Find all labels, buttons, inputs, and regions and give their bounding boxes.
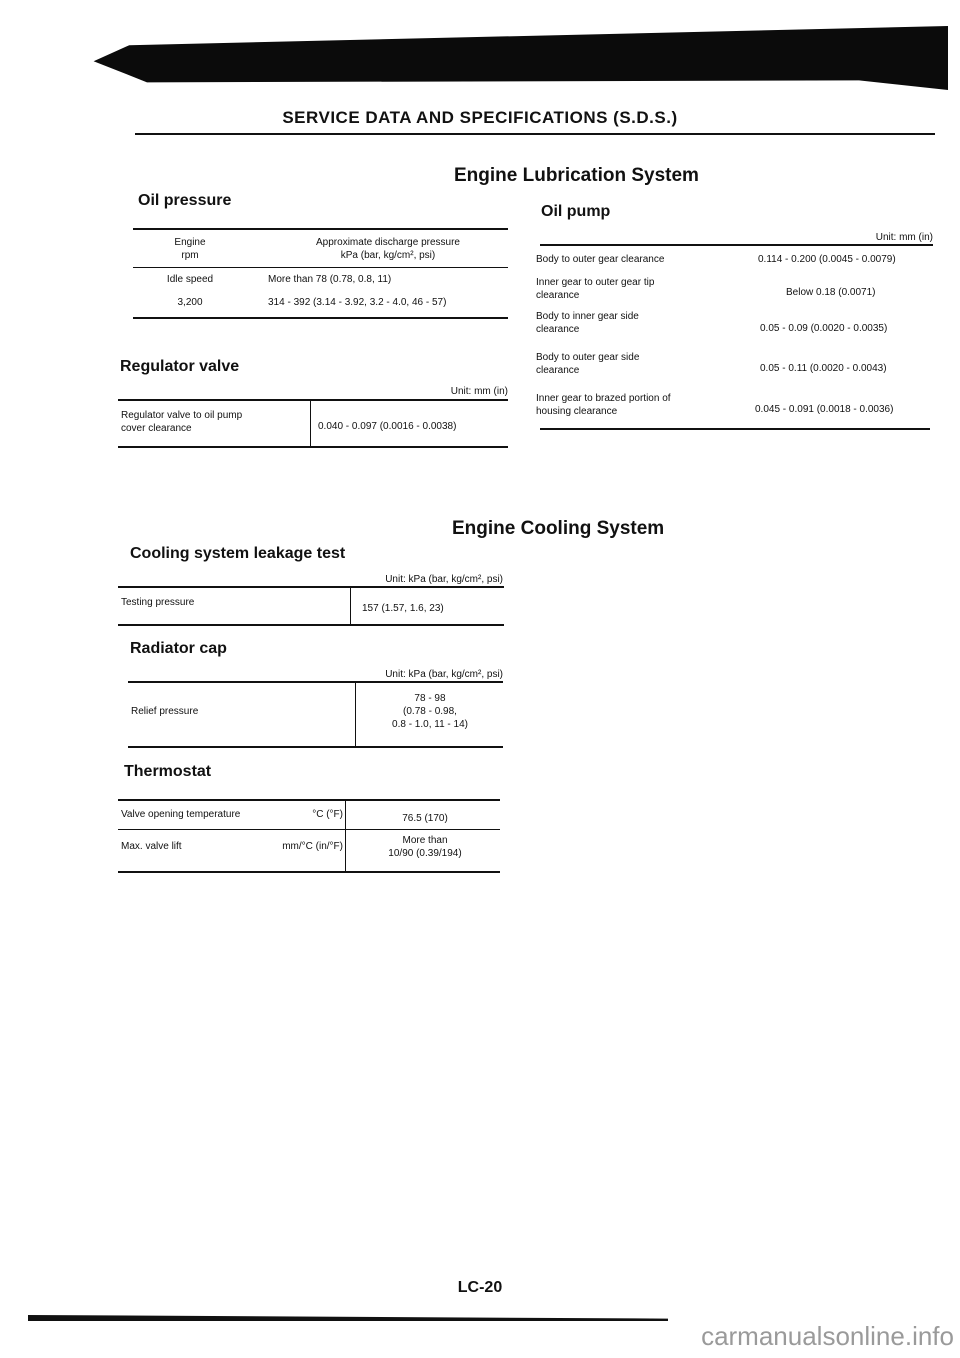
oil-pump-unit: Unit: mm (in) (875, 232, 933, 243)
regulator-valve-bottom-rule (118, 446, 508, 448)
cooling-section-title: Engine Cooling System (452, 518, 665, 539)
watermark: carmanualsonline.info (701, 1321, 954, 1351)
regulator-valve-unit: Unit: mm (in) (450, 386, 508, 397)
lubrication-section-title: Engine Lubrication System (454, 165, 699, 186)
footer-bar (28, 1315, 668, 1321)
leakage-test-bottom-rule (118, 624, 504, 626)
thermostat-row-1-value: 76.5 (170) (402, 813, 448, 824)
oil-pressure-head-pressure: Approximate discharge pressure kPa (bar, kg/cm², psi) (316, 237, 460, 261)
oil-pump-row-1-value: 0.114 - 0.200 (0.0045 - 0.0079) (758, 254, 896, 265)
radiator-cap-divider (355, 683, 356, 746)
thermostat-row-2-unit: mm/°C (in/°F) (282, 841, 343, 852)
leakage-test-top-rule (118, 586, 504, 588)
leakage-test-unit: Unit: kPa (bar, kg/cm², psi) (385, 574, 503, 585)
leakage-test-label: Testing pressure (121, 597, 195, 608)
regulator-valve-top-rule (118, 399, 508, 401)
oil-pump-row-3-label: Body to inner gear side clearance (536, 311, 639, 335)
oil-pressure-head-engine: Engine rpm (174, 237, 206, 261)
regulator-valve-value: 0.040 - 0.097 (0.0016 - 0.0038) (318, 421, 457, 432)
oil-pump-row-2-label: Inner gear to outer gear tip clearance (536, 277, 655, 301)
radiator-cap-label: Relief pressure (131, 706, 199, 717)
oil-pressure-rpm-1: Idle speed (166, 274, 214, 285)
thermostat-row-rule (118, 829, 500, 830)
oil-pump-bottom-rule (540, 428, 930, 430)
leakage-test-title: Cooling system leakage test (130, 545, 346, 562)
regulator-valve-title: Regulator valve (120, 358, 240, 375)
oil-pump-row-2-value: Below 0.18 (0.0071) (786, 287, 876, 298)
thermostat-bottom-rule (118, 871, 500, 873)
thermostat-title: Thermostat (124, 763, 212, 780)
oil-pump-row-5-value: 0.045 - 0.091 (0.0018 - 0.0036) (755, 404, 894, 415)
header-band (58, 26, 948, 90)
thermostat-row-2-value: More than 10/90 (0.39/194) (388, 835, 462, 859)
oil-pump-row-4-value: 0.05 - 0.11 (0.0020 - 0.0043) (760, 363, 887, 374)
thermostat-top-rule (118, 799, 500, 801)
thermostat-row-1-label: Valve opening temperature (121, 809, 241, 820)
oil-pressure-value-2: 314 - 392 (3.14 - 3.92, 3.2 - 4.0, 46 - 57) (268, 297, 447, 308)
radiator-cap-unit: Unit: kPa (bar, kg/cm², psi) (385, 669, 503, 680)
thermostat-divider (345, 801, 346, 871)
oil-pressure-bottom-rule (133, 317, 508, 319)
thermostat-row-1-unit: °C (°F) (312, 809, 343, 820)
oil-pump-row-1-label: Body to outer gear clearance (536, 254, 665, 265)
regulator-valve-label: Regulator valve to oil pump cover clearance (121, 410, 243, 434)
radiator-cap-top-rule (128, 681, 503, 683)
oil-pump-row-3-value: 0.05 - 0.09 (0.0020 - 0.0035) (760, 323, 888, 334)
page-title: SERVICE DATA AND SPECIFICATIONS (S.D.S.) (282, 108, 678, 127)
oil-pump-top-rule (540, 244, 933, 246)
oil-pump-row-4-label: Body to outer gear side clearance (536, 352, 640, 376)
page-number: LC-20 (457, 1279, 503, 1296)
oil-pressure-head-rule (133, 267, 508, 268)
oil-pump-row-5-label: Inner gear to brazed portion of housing clearance (536, 393, 671, 417)
oil-pressure-title: Oil pressure (138, 192, 232, 209)
oil-pressure-top-rule (133, 228, 508, 230)
oil-pump-title: Oil pump (541, 203, 611, 220)
title-rule (135, 133, 935, 135)
oil-pressure-value-1: More than 78 (0.78, 0.8, 11) (268, 274, 392, 285)
radiator-cap-value: 78 - 98 (0.78 - 0.98, 0.8 - 1.0, 11 - 14) (392, 693, 468, 730)
thermostat-row-2-label: Max. valve lift (121, 841, 182, 852)
oil-pressure-rpm-2: 3,200 (177, 297, 203, 308)
radiator-cap-bottom-rule (128, 746, 503, 748)
radiator-cap-title: Radiator cap (130, 640, 227, 657)
leakage-test-value: 157 (1.57, 1.6, 23) (362, 603, 444, 614)
leakage-test-divider (350, 588, 351, 624)
regulator-valve-divider (310, 401, 311, 446)
